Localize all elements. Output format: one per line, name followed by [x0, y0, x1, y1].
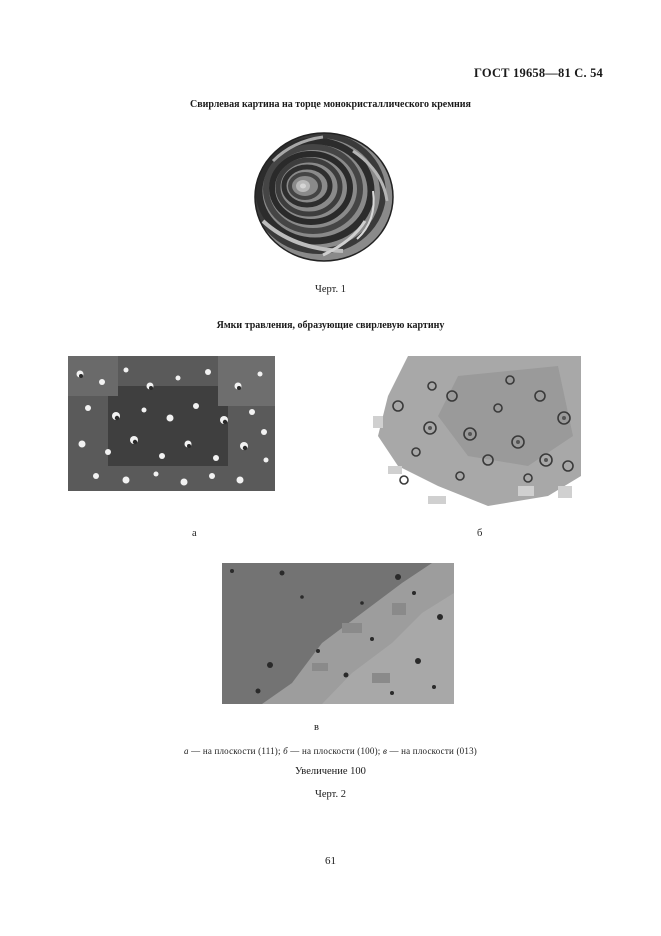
- figure1-title: Свирлевая картина на торце монокристаллического кремния: [190, 99, 471, 110]
- legend-c-letter: в: [382, 746, 388, 756]
- etch-pits-photo-c: [222, 563, 454, 704]
- figure1-caption: Черт. 1: [315, 284, 346, 295]
- figure2-caption: Черт. 2: [315, 789, 346, 800]
- figure2-title: Ямки травления, образующие свирлевую картину: [216, 320, 445, 331]
- figure2-legend: [0, 746, 661, 756]
- document-header: ГОСТ 19658—81 С. 54: [474, 66, 603, 80]
- legend-b-text: — на плоскости (100);: [287, 746, 383, 756]
- etch-pits-photo-b: [368, 356, 581, 511]
- photo-b-label: б: [477, 528, 483, 539]
- legend-a-text: — на плоскости (111);: [188, 746, 284, 756]
- photo-c-label: в: [314, 722, 319, 733]
- page-number: 61: [325, 855, 336, 867]
- swirl-pattern-photo: [253, 131, 395, 263]
- magnification-note: Увеличение 100: [295, 766, 366, 777]
- photo-a-label: а: [192, 528, 197, 539]
- legend-c-text: — на плоскости (013): [387, 746, 477, 756]
- legend-a-letter: а: [184, 746, 189, 756]
- legend-b-letter: б: [283, 746, 288, 756]
- etch-pits-photo-a: [68, 356, 275, 491]
